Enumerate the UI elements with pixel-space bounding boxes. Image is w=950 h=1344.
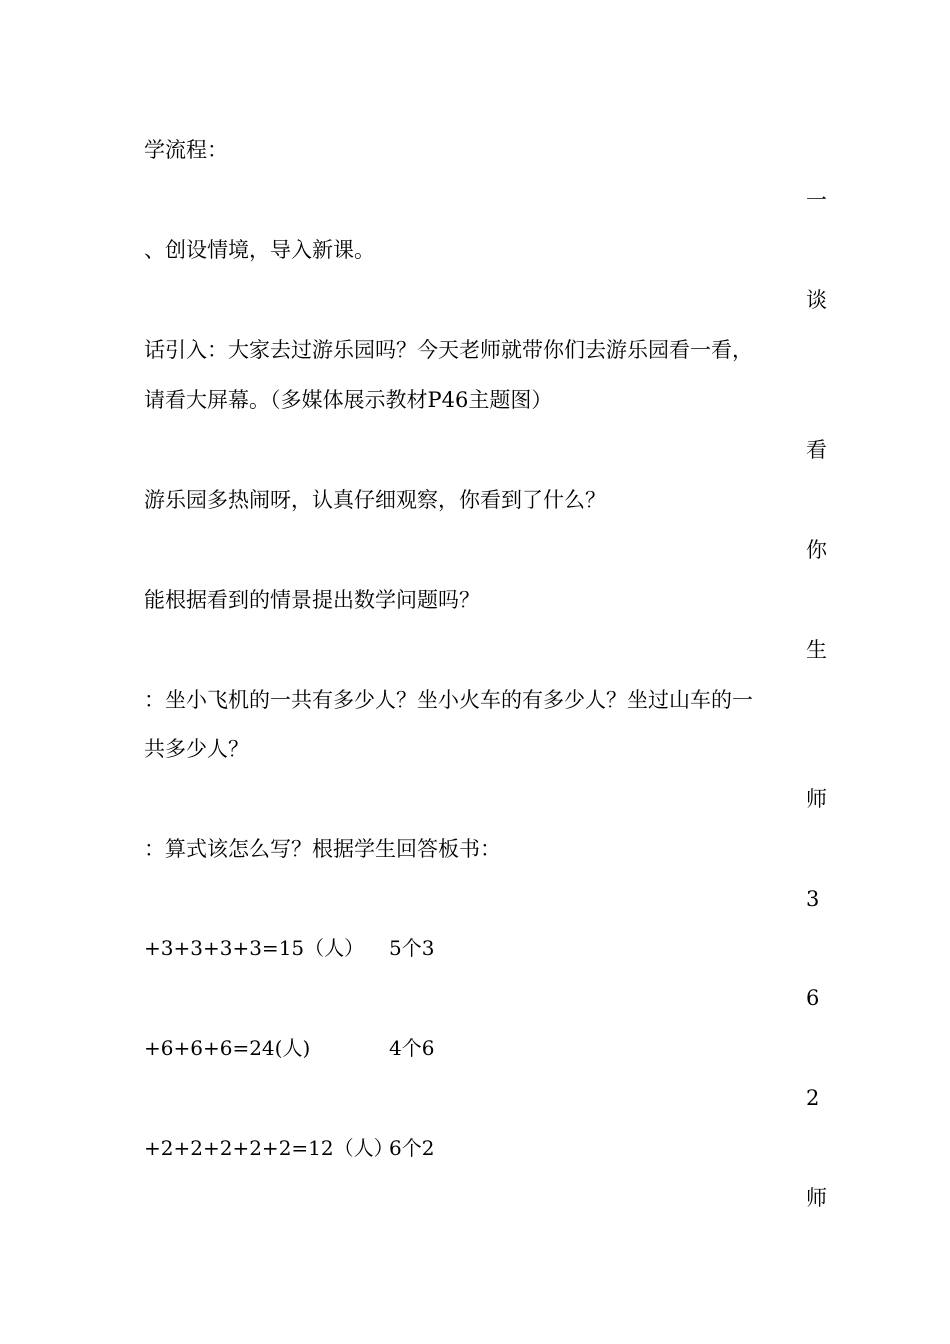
margin-char: 谈 bbox=[806, 288, 827, 312]
formula-expression: +2+2+2+2+2=12（人） bbox=[144, 1136, 394, 1160]
formula-count: 5个3 bbox=[389, 936, 435, 960]
margin-char: 看 bbox=[806, 438, 827, 462]
margin-char: 2 bbox=[806, 1086, 820, 1110]
margin-char: 一 bbox=[806, 188, 827, 212]
text-line: 、创设情境，导入新课。 bbox=[144, 238, 375, 262]
formula-count: 6个2 bbox=[389, 1136, 435, 1160]
margin-char: 3 bbox=[806, 887, 820, 911]
heading-fragment: 学流程： bbox=[144, 138, 228, 162]
margin-char: 师 bbox=[806, 1186, 827, 1210]
text-line: ：坐小飞机的一共有多少人？坐小火车的有多少人？坐过山车的一 bbox=[144, 688, 753, 712]
formula-count: 4个6 bbox=[389, 1036, 435, 1060]
text-line: 游乐园多热闹呀，认真仔细观察，你看到了什么？ bbox=[144, 488, 606, 512]
text-line: 请看大屏幕。（多媒体展示教材P46主题图） bbox=[144, 388, 553, 412]
margin-char: 师 bbox=[806, 787, 827, 811]
text-line: ：算式该怎么写？根据学生回答板书： bbox=[144, 837, 501, 861]
margin-char: 生 bbox=[806, 638, 827, 662]
text-line: 话引入：大家去过游乐园吗？今天老师就带你们去游乐园看一看， bbox=[144, 338, 753, 362]
formula-expression: +3+3+3+3=15（人） bbox=[144, 936, 365, 960]
text-line: 共多少人？ bbox=[144, 737, 249, 761]
margin-char: 你 bbox=[806, 538, 827, 562]
margin-char: 6 bbox=[806, 986, 820, 1010]
formula-expression: +6+6+6=24(人) bbox=[144, 1036, 311, 1060]
text-line: 能根据看到的情景提出数学问题吗？ bbox=[144, 588, 480, 612]
